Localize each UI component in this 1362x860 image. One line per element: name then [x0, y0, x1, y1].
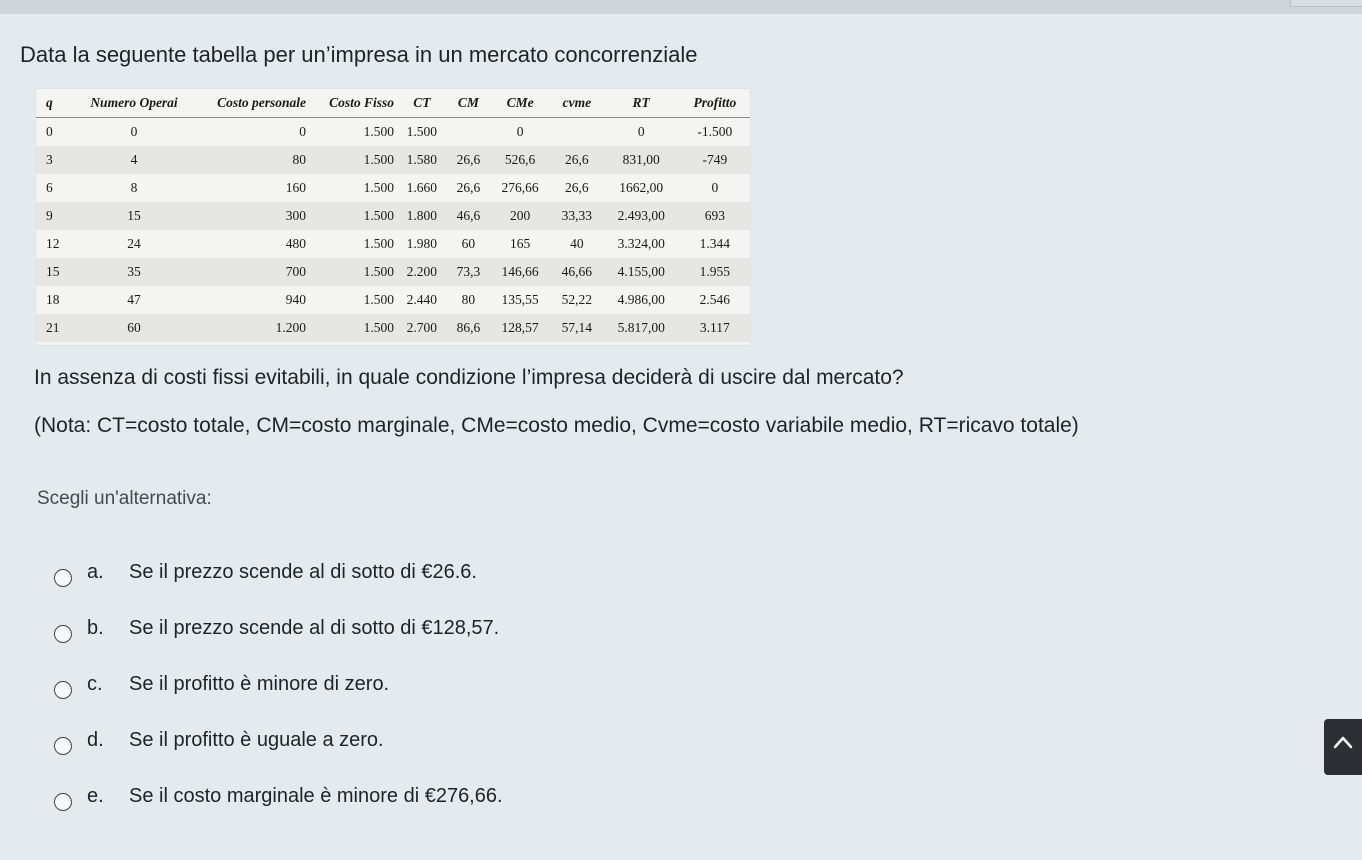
table-cell: 2.440	[406, 292, 438, 307]
table-cell: 4	[76, 146, 192, 174]
table-row	[36, 286, 750, 314]
table-cell: 2.200	[396, 258, 448, 286]
table-header-cell: Profitto	[680, 89, 750, 118]
table-header-cell: RT	[603, 89, 680, 118]
table-cell: 0	[299, 124, 306, 139]
table-cell: 46,6	[448, 202, 490, 230]
table-cell: 831,00	[603, 146, 680, 174]
table-cell: 12	[46, 236, 60, 251]
option-text[interactable]: Se il costo marginale è minore di €276,66.	[129, 785, 503, 807]
table-cell: 1.955	[680, 258, 750, 286]
table-cell: 0	[637, 124, 645, 139]
table-cell: 86,6	[448, 314, 490, 342]
table-row	[36, 258, 750, 286]
option-letter: c.	[87, 673, 103, 695]
option-letter: d.	[87, 729, 104, 751]
option-letter: b.	[87, 617, 104, 639]
table-header-cell: cvme	[551, 89, 603, 118]
table-row	[36, 314, 750, 342]
table-cell: -1.500	[697, 124, 733, 139]
table-cell: -749	[680, 146, 750, 174]
table-cell: 80	[461, 292, 476, 307]
table-cell: 60	[76, 314, 192, 342]
scroll-to-top-button[interactable]	[1324, 719, 1362, 775]
radio-button[interactable]	[54, 681, 72, 699]
table-header-cell: Costo personale	[192, 89, 308, 118]
table-header-cell: CT	[396, 89, 448, 118]
table-cell: 0	[516, 124, 524, 139]
table-cell: 52,22	[561, 292, 593, 307]
table-cell: 24	[127, 236, 141, 251]
question-intro: Data la seguente tabella per un’impresa in un mercato concorrenziale	[20, 42, 698, 67]
radio-button[interactable]	[54, 793, 72, 811]
choose-label: Scegli un'alternativa:	[37, 488, 212, 509]
option-letter: a.	[87, 561, 104, 583]
table-cell: 35	[76, 258, 192, 286]
answer-option-c[interactable]	[54, 670, 503, 726]
table-cell: 1.500	[363, 124, 394, 139]
table-cell: 480	[285, 236, 306, 251]
table-cell: 1.500	[363, 180, 394, 195]
browser-top-strip	[0, 0, 1362, 14]
table-row	[36, 202, 750, 230]
table-cell: 160	[285, 180, 306, 195]
table-header-cell: CMe	[489, 89, 551, 118]
table-row	[36, 230, 750, 258]
table-cell: 1.500	[308, 314, 396, 342]
table-row	[36, 146, 750, 174]
cost-table	[36, 89, 750, 342]
table-cell: 700	[192, 258, 308, 286]
answer-option-d[interactable]	[54, 726, 503, 782]
table-cell: 3	[36, 146, 76, 174]
table-cell: 1662,00	[619, 180, 664, 195]
table-cell: 73,3	[448, 258, 490, 286]
table-cell: 40	[570, 236, 584, 251]
table-cell: 146,66	[489, 258, 551, 286]
radio-button[interactable]	[54, 569, 72, 587]
table-cell: 135,55	[501, 292, 539, 307]
table-cell: 128,57	[489, 314, 551, 342]
table-header-cell: q	[36, 89, 76, 118]
table-row	[36, 174, 750, 202]
chevron-up-icon	[1333, 735, 1353, 749]
table-cell: 9	[36, 202, 76, 230]
table-cell: 300	[192, 202, 308, 230]
table-cell: 47	[127, 292, 141, 307]
option-letter: e.	[87, 785, 104, 807]
answer-option-b[interactable]	[54, 614, 503, 670]
option-text[interactable]: Se il profitto è minore di zero.	[129, 673, 390, 695]
table-cell: 15	[36, 258, 76, 286]
table-cell: 1.500	[308, 202, 396, 230]
table-cell: 276,66	[501, 180, 539, 195]
table-cell: 8	[130, 180, 138, 195]
table-cell: 200	[489, 202, 551, 230]
table-cell: 0	[711, 180, 719, 195]
table-cell: 26,6	[456, 180, 481, 195]
table-cell: 1.500	[308, 146, 396, 174]
table-header-row	[36, 89, 750, 118]
table-header-cell: Numero Operai	[76, 89, 192, 118]
table-cell: 4.155,00	[603, 258, 680, 286]
window-tab[interactable]	[1290, 0, 1362, 7]
table-row	[36, 118, 750, 147]
table-cell: 940	[285, 292, 306, 307]
table-cell: 33,33	[551, 202, 603, 230]
table-cell	[551, 118, 603, 147]
table-cell: 1.500	[363, 236, 394, 251]
table-cell: 5.817,00	[603, 314, 680, 342]
table-cell: 4.986,00	[617, 292, 665, 307]
option-text[interactable]: Se il prezzo scende al di sotto di €128,57.	[129, 617, 500, 639]
table-cell: 1.200	[192, 314, 308, 342]
table-cell: 21	[36, 314, 76, 342]
table-cell: 526,6	[489, 146, 551, 174]
option-text[interactable]: Se il prezzo scende al di sotto di €26.6.	[129, 561, 477, 583]
table-cell: 2.493,00	[603, 202, 680, 230]
table-cell: 2.700	[396, 314, 448, 342]
option-text[interactable]: Se il profitto è uguale a zero.	[129, 729, 384, 751]
table-cell: 1.344	[699, 236, 731, 251]
radio-button[interactable]	[54, 737, 72, 755]
table-cell: 1.580	[396, 146, 448, 174]
table-cell: 60	[461, 236, 476, 251]
table-cell: 57,14	[551, 314, 603, 342]
table-cell: 80	[192, 146, 308, 174]
table-cell: 693	[680, 202, 750, 230]
answer-option-a[interactable]	[54, 558, 503, 614]
cost-table-image	[36, 89, 750, 345]
table-header-cell: Costo Fisso	[308, 89, 396, 118]
table-cell: 0	[130, 124, 138, 139]
table-cell: 6	[46, 180, 53, 195]
table-cell: 26,6	[565, 180, 589, 195]
table-cell: 1.500	[308, 258, 396, 286]
table-cell: 3.324,00	[617, 236, 665, 251]
table-cell: 2.546	[699, 292, 731, 307]
answer-option-e[interactable]	[54, 782, 503, 838]
table-cell: 15	[76, 202, 192, 230]
table-cell: 1.660	[406, 180, 438, 195]
answer-options	[54, 558, 503, 838]
table-cell: 1.800	[396, 202, 448, 230]
table-cell: 18	[46, 292, 60, 307]
question-prompt: In assenza di costi fissi evitabili, in quale condizione l’impresa deciderà di uscire dal mercato?	[34, 366, 904, 389]
table-cell: 26,6	[551, 146, 603, 174]
question-note: (Nota: CT=costo totale, CM=costo marginale, CMe=costo medio, Cvme=costo variabile medio, RT=ricavo totale)	[34, 414, 1079, 437]
table-cell: 165	[509, 236, 531, 251]
table-cell: 0	[46, 124, 53, 139]
table-cell: 26,6	[448, 146, 490, 174]
table-cell: 46,66	[551, 258, 603, 286]
table-cell: 3.117	[680, 314, 750, 342]
table-header-cell: CM	[448, 89, 490, 118]
table-cell: 1.500	[363, 292, 394, 307]
radio-button[interactable]	[54, 625, 72, 643]
table-cell: 1.980	[406, 236, 438, 251]
table-cell	[448, 118, 490, 147]
table-cell: 1.500	[406, 124, 438, 139]
